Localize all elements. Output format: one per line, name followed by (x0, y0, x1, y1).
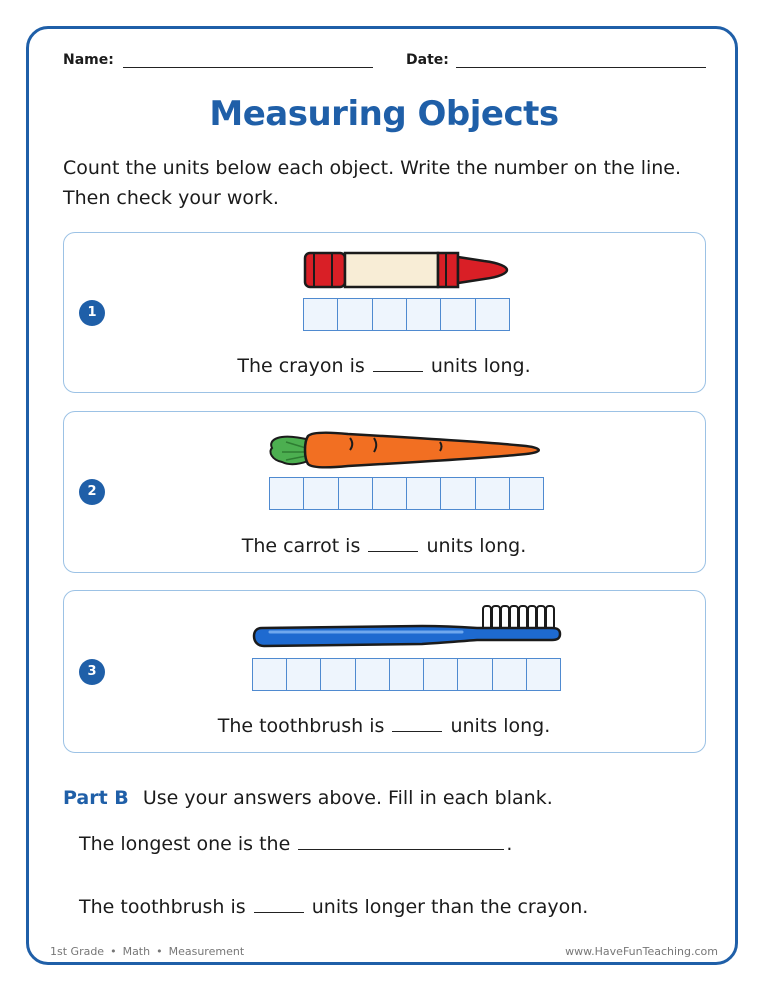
unit-cube (527, 659, 560, 690)
part-b-label: Part B (63, 787, 129, 809)
unit-ruler-carrot (269, 477, 544, 510)
part-b-question-2 (79, 896, 588, 918)
crayon-icon (304, 248, 510, 294)
item-sentence-carrot (0, 535, 768, 557)
item-number-badge: 1 (79, 300, 105, 326)
footer-grade: 1st Grade (50, 945, 105, 958)
date-line[interactable] (456, 67, 706, 68)
page-title: Measuring Objects (209, 94, 559, 134)
unit-cube (407, 299, 441, 330)
unit-cube (458, 659, 492, 690)
question-prefix: The toothbrush is (79, 896, 246, 918)
part-b-instruction: Use your answers above. Fill in each blank. (142, 787, 553, 809)
unit-cube (476, 478, 510, 509)
unit-cube (373, 478, 407, 509)
unit-cube (270, 478, 304, 509)
question-suffix: . (506, 833, 513, 855)
part-b-question-1 (79, 833, 512, 855)
toothbrush-icon (252, 604, 562, 650)
instruction-line-1: Count the units below each object. Write the number on the line. (63, 157, 682, 179)
unit-cube (390, 659, 424, 690)
bullet-icon: • (110, 945, 117, 958)
answer-blank[interactable] (373, 370, 423, 372)
unit-cube (356, 659, 390, 690)
item-sentence-toothbrush (0, 715, 768, 737)
unit-cube (339, 478, 373, 509)
unit-cube (476, 299, 509, 330)
unit-ruler-crayon (303, 298, 510, 331)
unit-cube (321, 659, 355, 690)
item-sentence-crayon (0, 355, 768, 377)
answer-blank[interactable] (254, 911, 304, 913)
question-prefix: The longest one is the (79, 833, 291, 855)
question-suffix: units longer than the crayon. (311, 896, 589, 918)
sentence-prefix: The carrot is (241, 535, 361, 557)
part-b-heading (63, 787, 553, 809)
sentence-suffix: units long. (450, 715, 551, 737)
sentence-suffix: units long. (430, 355, 531, 377)
date-label: Date: (406, 52, 449, 68)
carrot-icon (268, 428, 546, 472)
unit-cube (424, 659, 458, 690)
unit-cube (287, 659, 321, 690)
answer-blank-long[interactable] (298, 848, 504, 850)
unit-cube (493, 659, 527, 690)
unit-cube (253, 659, 287, 690)
item-number-badge: 2 (79, 479, 105, 505)
unit-cube (441, 478, 475, 509)
unit-cube (373, 299, 407, 330)
footer-topic: Measurement (168, 945, 245, 958)
sentence-prefix: The crayon is (237, 355, 365, 377)
bullet-icon: • (156, 945, 163, 958)
unit-cube (304, 299, 338, 330)
sentence-suffix: units long. (426, 535, 527, 557)
sentence-prefix: The toothbrush is (217, 715, 385, 737)
footer-tags (50, 945, 244, 958)
unit-cube (407, 478, 441, 509)
footer-website[interactable]: www.HaveFunTeaching.com (565, 945, 718, 958)
unit-cube (441, 299, 475, 330)
unit-cube (510, 478, 543, 509)
name-label: Name: (63, 52, 114, 68)
unit-cube (338, 299, 372, 330)
unit-cube (304, 478, 338, 509)
instruction-line-2: Then check your work. (63, 187, 279, 209)
answer-blank[interactable] (368, 550, 418, 552)
unit-ruler-toothbrush (252, 658, 561, 691)
answer-blank[interactable] (392, 730, 442, 732)
name-line[interactable] (123, 67, 373, 68)
item-number-badge: 3 (79, 659, 105, 685)
footer-subject: Math (122, 945, 151, 958)
